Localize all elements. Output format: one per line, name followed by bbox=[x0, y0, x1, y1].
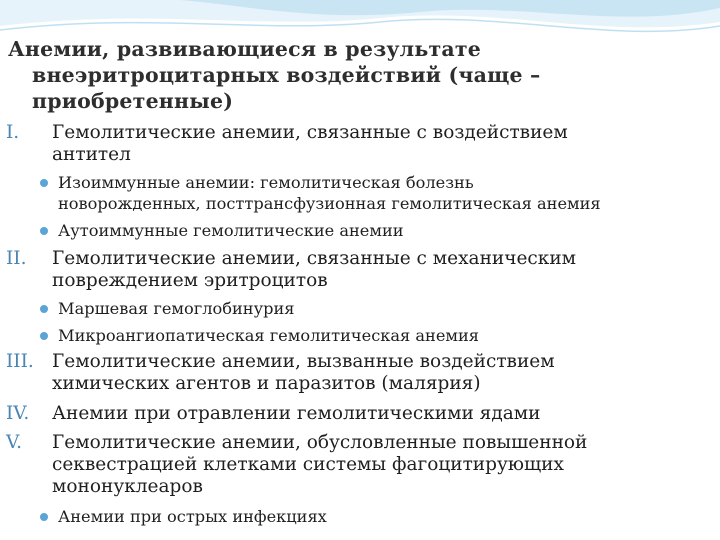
title-line-1: Анемии, развивающиеся в результате bbox=[8, 37, 481, 61]
list-item-text-line: химических агентов и паразитов (малярия) bbox=[52, 373, 481, 394]
list-item-text-line: Гемолитические анемии, связанные с воздействием bbox=[52, 122, 568, 143]
list-item-text-line: мононуклеаров bbox=[52, 476, 203, 497]
list-numeral: I. bbox=[6, 122, 20, 143]
list-numeral: IV. bbox=[6, 403, 30, 424]
list-item-text-line: Анемии при отравлении гемолитическими ядами bbox=[52, 403, 541, 424]
title-line-2: внеэритроцитарных воздействий (чаще – bbox=[32, 63, 541, 87]
list-item-text-line: Гемолитические анемии, вызванные воздействием bbox=[52, 351, 555, 372]
sub-item-text-line: Аутоиммунные гемолитические анемии bbox=[58, 221, 404, 240]
title-line-3: приобретенные) bbox=[32, 89, 234, 113]
list-item-text-line: Гемолитические анемии, связанные с механическим bbox=[52, 248, 577, 269]
bullet-icon bbox=[40, 179, 48, 187]
slide-title bbox=[8, 36, 688, 114]
list-item-text-line: секвестрацией клетками системы фагоцитирующих bbox=[52, 454, 564, 475]
sub-item-text-line: Микроангиопатическая гемолитическая анемия bbox=[58, 326, 480, 345]
sub-item-text-line: Маршевая гемоглобинурия bbox=[58, 299, 295, 318]
bullet-icon bbox=[40, 305, 48, 313]
bullet-icon bbox=[40, 332, 48, 340]
list-numeral: III. bbox=[6, 351, 34, 372]
bullet-icon bbox=[40, 227, 48, 235]
sub-item-text-line: Анемии при острых инфекциях bbox=[58, 507, 327, 526]
bullet-icon bbox=[40, 513, 48, 521]
list-item-text-line: повреждением эритроцитов bbox=[52, 270, 328, 291]
list-item-text-line: Гемолитические анемии, обусловленные повышенной bbox=[52, 432, 588, 453]
sub-item-text-line: Изоиммунные анемии: гемолитическая болезнь bbox=[58, 173, 474, 192]
list-numeral: V. bbox=[6, 432, 23, 453]
list-item-text-line: антител bbox=[52, 144, 131, 165]
list-numeral: II. bbox=[6, 248, 27, 269]
sub-item-text-line: новорожденных, посттрансфузионная гемолитическая анемия bbox=[58, 194, 601, 213]
